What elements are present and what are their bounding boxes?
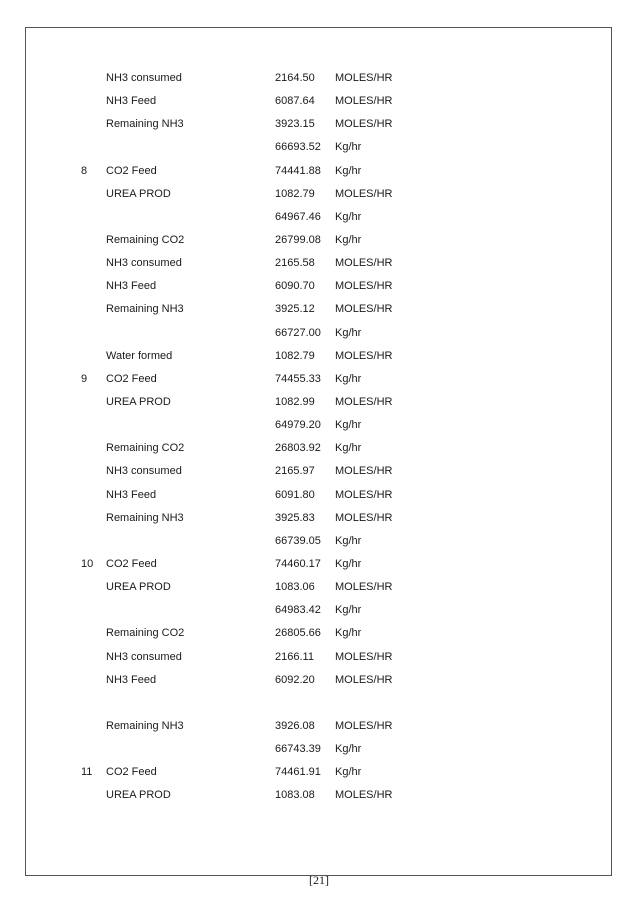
row-value: 2164.50 bbox=[275, 72, 315, 84]
table-row bbox=[0, 302, 638, 325]
row-label: UREA PROD bbox=[106, 789, 171, 802]
row-unit: Kg/hr bbox=[335, 210, 362, 223]
row-value: 6087.64 bbox=[275, 95, 315, 108]
row-label: CO2 Feed bbox=[106, 766, 157, 779]
row-label: NH3 consumed bbox=[106, 650, 182, 663]
row-unit: MOLES/HR bbox=[335, 581, 393, 594]
table-row bbox=[0, 788, 638, 811]
row-label: NH3 Feed bbox=[106, 488, 157, 501]
row-value: 64979.20 bbox=[275, 419, 321, 432]
step-number: 9 bbox=[81, 372, 88, 385]
row-label: NH3 consumed bbox=[106, 465, 182, 478]
step-number: 8 bbox=[81, 164, 88, 177]
row-unit: MOLES/HR bbox=[335, 511, 393, 524]
row-label: Remaining CO2 bbox=[106, 233, 185, 246]
row-value: 66693.52 bbox=[275, 141, 321, 154]
row-label: NH3 Feed bbox=[106, 673, 157, 686]
row-value: 66727.00 bbox=[275, 326, 321, 339]
table-row bbox=[0, 140, 638, 163]
step-number: 10 bbox=[81, 557, 94, 570]
row-unit: Kg/hr bbox=[335, 442, 362, 455]
row-value: 2165.97 bbox=[275, 465, 315, 478]
table-row bbox=[0, 418, 638, 441]
row-value: 26805.66 bbox=[275, 627, 321, 640]
table-row bbox=[0, 349, 638, 372]
row-unit: MOLES/HR bbox=[335, 95, 393, 108]
row-unit: Kg/hr bbox=[335, 627, 362, 640]
table-row bbox=[0, 256, 638, 279]
table-row bbox=[0, 719, 638, 742]
row-unit: MOLES/HR bbox=[335, 465, 393, 478]
row-unit: MOLES/HR bbox=[335, 72, 393, 84]
row-unit: Kg/hr bbox=[335, 164, 362, 177]
row-value: 74461.91 bbox=[275, 766, 321, 779]
row-unit: Kg/hr bbox=[335, 372, 362, 385]
row-unit: Kg/hr bbox=[335, 557, 362, 570]
table-row bbox=[0, 279, 638, 302]
table-row bbox=[0, 603, 638, 626]
row-unit: MOLES/HR bbox=[335, 789, 393, 802]
row-value: 74455.33 bbox=[275, 372, 321, 385]
table-row bbox=[0, 511, 638, 534]
row-unit: Kg/hr bbox=[335, 233, 362, 246]
row-value: 1082.79 bbox=[275, 349, 315, 362]
row-unit: MOLES/HR bbox=[335, 257, 393, 270]
row-unit: MOLES/HR bbox=[335, 280, 393, 293]
row-value: 74441.88 bbox=[275, 164, 321, 177]
table-row bbox=[0, 395, 638, 418]
row-value: 3926.08 bbox=[275, 719, 315, 732]
row-value: 26799.08 bbox=[275, 233, 321, 246]
row-label: Remaining CO2 bbox=[106, 627, 185, 640]
row-unit: Kg/hr bbox=[335, 534, 362, 547]
row-value: 2165.58 bbox=[275, 257, 315, 270]
row-value: 6092.20 bbox=[275, 673, 315, 686]
table-row bbox=[0, 117, 638, 140]
row-value: 64967.46 bbox=[275, 210, 321, 223]
row-value: 1082.99 bbox=[275, 395, 315, 408]
table-row bbox=[0, 94, 638, 117]
row-unit: MOLES/HR bbox=[335, 673, 393, 686]
row-label: Remaining NH3 bbox=[106, 303, 184, 316]
row-value: 66743.39 bbox=[275, 743, 321, 756]
page-number: [21] bbox=[309, 873, 329, 887]
row-label: Remaining NH3 bbox=[106, 118, 184, 131]
row-unit: MOLES/HR bbox=[335, 303, 393, 316]
row-value: 66739.05 bbox=[275, 534, 321, 547]
row-value: 6090.70 bbox=[275, 280, 315, 293]
row-unit: Kg/hr bbox=[335, 419, 362, 432]
row-unit: MOLES/HR bbox=[335, 349, 393, 362]
row-label: CO2 Feed bbox=[106, 372, 157, 385]
row-label: NH3 consumed bbox=[106, 72, 182, 84]
row-value: 64983.42 bbox=[275, 604, 321, 617]
table-row bbox=[0, 488, 638, 511]
row-unit: Kg/hr bbox=[335, 604, 362, 617]
row-value: 1082.79 bbox=[275, 187, 315, 200]
row-unit: MOLES/HR bbox=[335, 719, 393, 732]
row-value: 3925.12 bbox=[275, 303, 315, 316]
table-row bbox=[0, 673, 638, 696]
row-label: UREA PROD bbox=[106, 581, 171, 594]
row-label: UREA PROD bbox=[106, 187, 171, 200]
table-row bbox=[0, 650, 638, 673]
table-row bbox=[0, 210, 638, 233]
table-row bbox=[0, 765, 638, 788]
row-unit: Kg/hr bbox=[335, 326, 362, 339]
row-unit: Kg/hr bbox=[335, 766, 362, 779]
table-row bbox=[0, 534, 638, 557]
table-row bbox=[0, 580, 638, 603]
row-unit: MOLES/HR bbox=[335, 118, 393, 131]
table-row bbox=[0, 187, 638, 210]
row-unit: Kg/hr bbox=[335, 141, 362, 154]
row-label: NH3 Feed bbox=[106, 280, 157, 293]
row-spacer bbox=[0, 696, 638, 719]
row-value: 26803.92 bbox=[275, 442, 321, 455]
row-label: NH3 consumed bbox=[106, 257, 182, 270]
material-balance-table bbox=[0, 71, 638, 812]
table-row bbox=[0, 441, 638, 464]
row-label: CO2 Feed bbox=[106, 164, 157, 177]
row-label: Remaining NH3 bbox=[106, 511, 184, 524]
row-value: 3923.15 bbox=[275, 118, 315, 131]
row-label: Water formed bbox=[106, 349, 173, 362]
table-row bbox=[0, 326, 638, 349]
row-unit: Kg/hr bbox=[335, 743, 362, 756]
row-label: Remaining NH3 bbox=[106, 719, 184, 732]
row-value: 6091.80 bbox=[275, 488, 315, 501]
table-row bbox=[0, 372, 638, 395]
row-unit: MOLES/HR bbox=[335, 187, 393, 200]
row-label: NH3 Feed bbox=[106, 95, 157, 108]
table-row bbox=[0, 742, 638, 765]
row-value: 3925.83 bbox=[275, 511, 315, 524]
row-value: 2166.11 bbox=[275, 650, 314, 663]
table-row bbox=[0, 233, 638, 256]
row-unit: MOLES/HR bbox=[335, 395, 393, 408]
row-label: UREA PROD bbox=[106, 395, 171, 408]
table-row bbox=[0, 557, 638, 580]
row-unit: MOLES/HR bbox=[335, 488, 393, 501]
table-row bbox=[0, 71, 638, 94]
step-number: 11 bbox=[81, 766, 93, 779]
row-value: 1083.06 bbox=[275, 581, 315, 594]
row-value: 1083.08 bbox=[275, 789, 315, 802]
row-label: CO2 Feed bbox=[106, 557, 157, 570]
row-value: 74460.17 bbox=[275, 557, 321, 570]
table-row bbox=[0, 164, 638, 187]
table-row bbox=[0, 626, 638, 649]
row-label: Remaining CO2 bbox=[106, 442, 185, 455]
table-row bbox=[0, 464, 638, 487]
row-unit: MOLES/HR bbox=[335, 650, 393, 663]
